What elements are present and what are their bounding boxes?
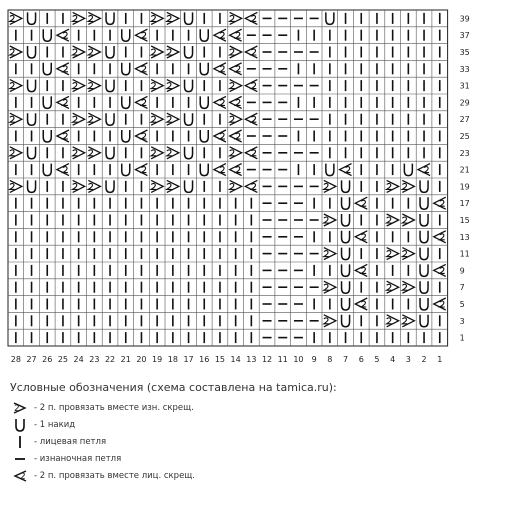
column-number: 20 — [136, 355, 147, 364]
row-number: 1 — [459, 333, 465, 343]
column-number: 2 — [421, 355, 427, 364]
column-number: 15 — [214, 355, 226, 364]
column-number: 4 — [390, 355, 396, 364]
svg-text:2: 2 — [14, 403, 20, 414]
legend-item-purl — [8, 450, 503, 467]
row-number: 17 — [459, 199, 470, 209]
row-number: 7 — [459, 283, 465, 293]
row-number: 37 — [459, 31, 470, 41]
legend-item-yarn-over — [8, 416, 503, 433]
row-number: 9 — [459, 266, 465, 276]
column-number: 6 — [358, 355, 364, 364]
row-number: 21 — [459, 165, 470, 175]
column-number: 27 — [26, 355, 37, 364]
knit-symbol-icon — [8, 434, 32, 450]
column-number: 9 — [311, 355, 317, 364]
column-number: 7 — [343, 355, 349, 364]
legend-text: - изнаночная петля — [34, 453, 122, 464]
column-number: 3 — [405, 355, 411, 364]
column-number: 11 — [277, 355, 288, 364]
column-number: 21 — [120, 355, 131, 364]
legend — [8, 381, 503, 484]
legend-item-purl2tog — [8, 399, 503, 416]
column-number: 14 — [230, 355, 241, 364]
row-number: 39 — [459, 14, 470, 24]
yarn-over-symbol-icon — [8, 417, 32, 433]
row-number: 23 — [459, 148, 470, 158]
column-number: 5 — [374, 355, 380, 364]
legend-text: - 1 накид — [34, 419, 76, 430]
legend-title: Условные обозначения (схема составлена на tamica.ru): — [10, 381, 337, 394]
row-number: 35 — [459, 48, 470, 57]
svg-text:2: 2 — [20, 471, 26, 482]
row-number: 19 — [459, 182, 470, 192]
column-number: 22 — [104, 355, 116, 364]
column-number: 23 — [89, 355, 100, 364]
column-number: 8 — [327, 355, 333, 364]
legend-text: - 2 п. провязать вместе лиц. скрещ. — [34, 470, 196, 481]
column-number: 28 — [10, 355, 21, 364]
row-number: 25 — [459, 132, 470, 141]
column-number: 13 — [246, 355, 257, 364]
row-number: 29 — [459, 98, 470, 108]
purl2tog-symbol-icon — [8, 400, 32, 416]
column-number: 16 — [199, 355, 210, 364]
row-number: 5 — [459, 300, 465, 309]
row-number: 3 — [459, 316, 465, 326]
column-number: 19 — [152, 355, 163, 364]
row-number: 11 — [459, 249, 470, 259]
column-number: 24 — [73, 355, 84, 364]
knit2tog-symbol-icon — [8, 468, 32, 484]
column-number: 25 — [57, 355, 69, 364]
row-number: 31 — [459, 81, 470, 91]
legend-item-knit2tog — [8, 467, 503, 484]
legend-text: - 2 п. провязать вместе изн. скрещ. — [34, 402, 194, 413]
column-number: 1 — [437, 355, 443, 364]
column-number: 26 — [42, 355, 53, 364]
column-number: 18 — [167, 355, 178, 364]
column-number: 12 — [261, 355, 273, 364]
column-number: 10 — [293, 355, 304, 364]
row-number: 15 — [459, 216, 470, 225]
purl-symbol-icon — [8, 451, 32, 467]
column-number: 17 — [183, 355, 194, 364]
row-number: 27 — [459, 115, 470, 125]
legend-item-knit — [8, 433, 503, 450]
row-number: 33 — [459, 64, 470, 74]
legend-text: - лицевая петля — [34, 436, 107, 447]
row-number: 13 — [459, 232, 470, 242]
